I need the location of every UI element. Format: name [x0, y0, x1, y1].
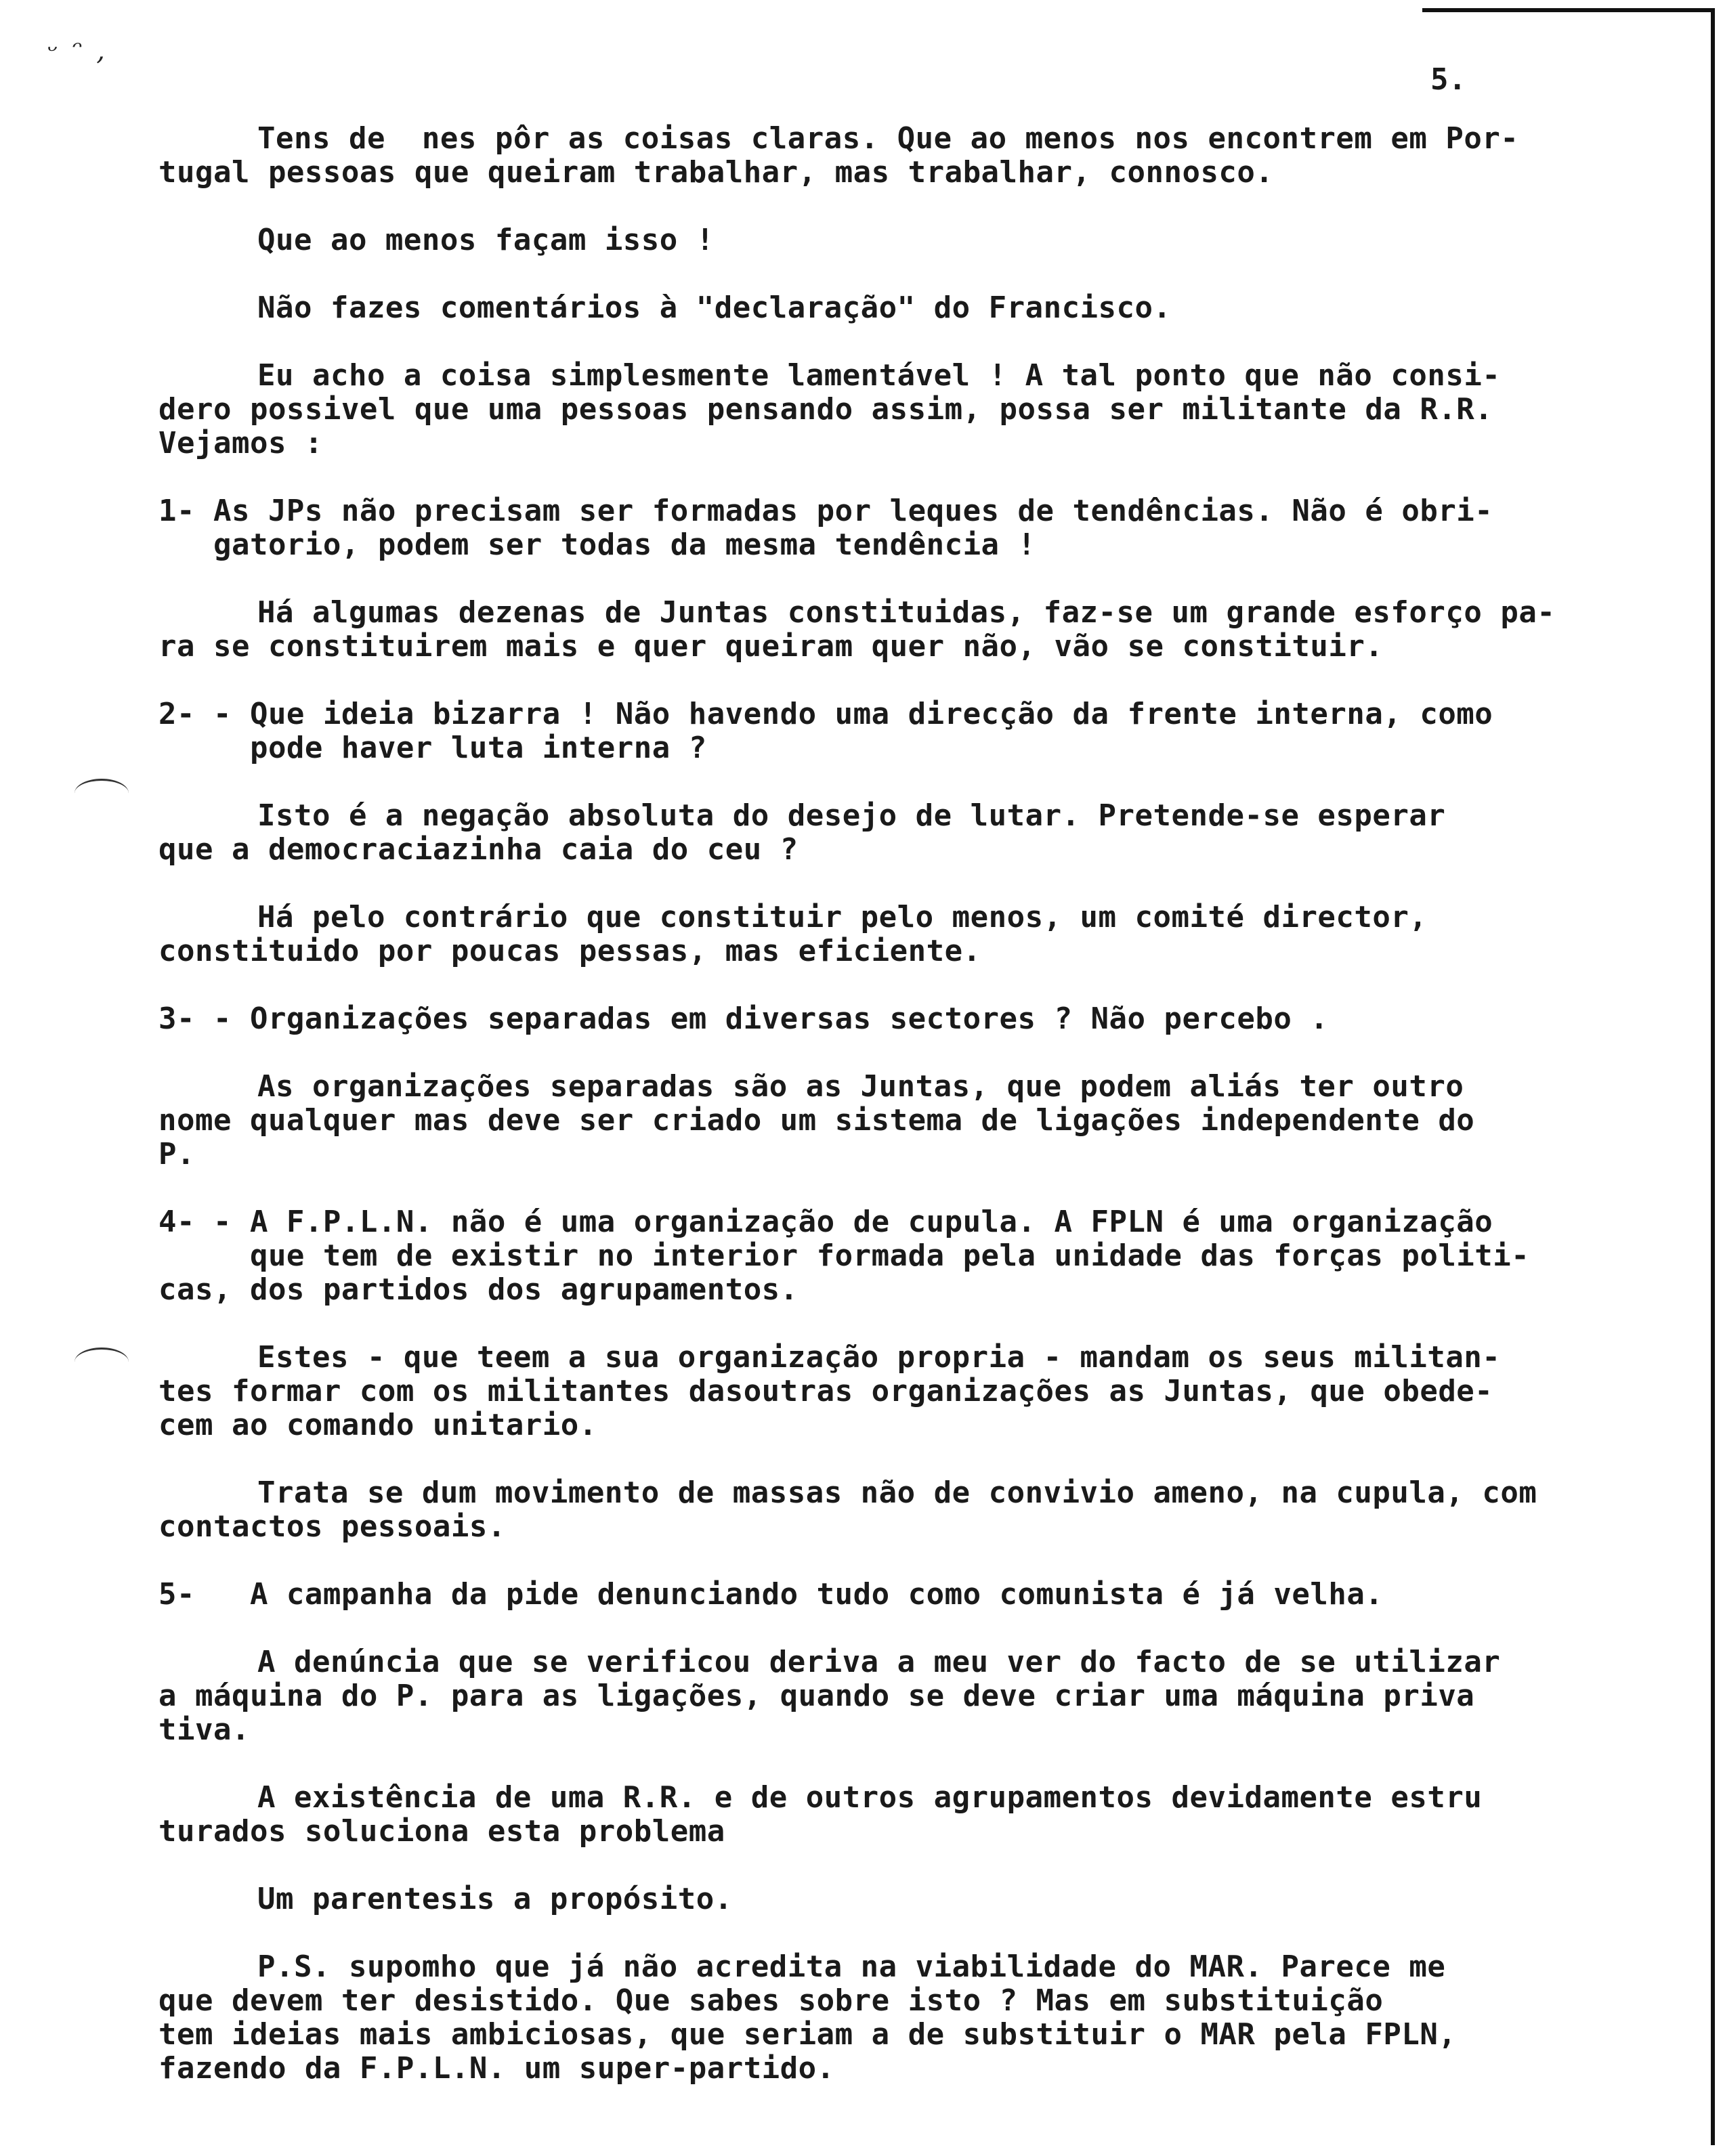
- paragraph: [158, 1476, 1682, 1544]
- punch-hole-mark: [75, 1348, 129, 1377]
- text-line: Vejamos :: [158, 426, 323, 460]
- paragraph: [158, 596, 1682, 664]
- page-edge-right: [1711, 12, 1715, 2145]
- text-line: Que ao menos façam isso !: [257, 223, 715, 257]
- text-line: P.S. supomho que já não acredita na viabilidade do MAR. Parece me: [257, 1949, 1446, 1984]
- text-line: Estes - que teem a sua organização propria - mandam os seus militan-: [257, 1340, 1501, 1375]
- text-line: que tem de existir no interior formada pela unidade das forças politi-: [158, 1238, 1530, 1273]
- text-line: dero possivel que uma pessoas pensando assim, possa ser militante da R.R.: [158, 392, 1493, 427]
- punch-hole-mark: [75, 779, 129, 808]
- text-line: Há algumas dezenas de Juntas constituidas, faz-se um grande esforço pa-: [257, 595, 1556, 630]
- text-line: turados soluciona esta problema: [158, 1814, 725, 1849]
- page-number: 5.: [1430, 62, 1466, 97]
- text-line: tes formar com os militantes dasoutras organizações as Juntas, que obede-: [158, 1374, 1493, 1408]
- text-line: As organizações separadas são as Juntas, que podem aliás ter outro: [257, 1069, 1464, 1104]
- text-line: a máquina do P. para as ligações, quando se deve criar uma máquina priva: [158, 1679, 1475, 1713]
- text-line: constituido por poucas pessas, mas eficiente.: [158, 934, 981, 968]
- corner-handwritten-mark: ᵕ ᵔ ,: [47, 35, 108, 66]
- text-line: nome qualquer mas deve ser criado um sistema de ligações independente do: [158, 1103, 1475, 1138]
- paragraph: [158, 901, 1682, 968]
- paragraph: [158, 1205, 1682, 1307]
- text-line: cas, dos partidos dos agrupamentos.: [158, 1272, 799, 1307]
- text-line: Há pelo contrário que constituir pelo menos, um comité director,: [257, 900, 1428, 934]
- text-line: Tens de nes pôr as coisas claras. Que ao menos nos encontrem em Por-: [257, 121, 1519, 156]
- paragraph: [158, 1341, 1682, 1442]
- text-line: cem ao comando unitario.: [158, 1408, 597, 1442]
- page-edge-top: [1422, 8, 1715, 12]
- text-line: 1- As JPs não precisam ser formadas por leques de tendências. Não é obri-: [158, 494, 1493, 528]
- text-line: fazendo da F.P.L.N. um super-partido.: [158, 2051, 835, 2086]
- paragraph: [158, 223, 1682, 257]
- text-line: Trata se dum movimento de massas não de convivio ameno, na cupula, com: [257, 1475, 1537, 1510]
- paragraph: [158, 1002, 1682, 1036]
- text-line: 4- - A F.P.L.N. não é uma organização de cupula. A FPLN é uma organização: [158, 1205, 1493, 1239]
- text-line: P.: [158, 1137, 195, 1171]
- text-line: tiva.: [158, 1712, 250, 1747]
- paragraph: [158, 799, 1682, 867]
- paragraph: [158, 697, 1682, 765]
- letter-body: [158, 122, 1682, 2119]
- text-line: Um parentesis a propósito.: [257, 1882, 733, 1916]
- paragraph: [158, 1781, 1682, 1849]
- text-line: ra se constituirem mais e quer queiram quer não, vão se constituir.: [158, 629, 1384, 664]
- text-line: tem ideias mais ambiciosas, que seriam a de substituir o MAR pela FPLN,: [158, 2017, 1457, 2052]
- paragraph: [158, 291, 1682, 325]
- text-line: 2- - Que ideia bizarra ! Não havendo uma direcção da frente interna, como: [158, 697, 1493, 731]
- text-line: 3- - Organizações separadas em diversas sectores ? Não percebo .: [158, 1001, 1329, 1036]
- text-line: gatorio, podem ser todas da mesma tendência !: [158, 527, 1036, 562]
- paragraph: [158, 1950, 1682, 2086]
- paragraph: [158, 1070, 1682, 1171]
- text-line: contactos pessoais.: [158, 1509, 506, 1544]
- paragraph: [158, 1882, 1682, 1916]
- paragraph: [158, 1578, 1682, 1612]
- paragraph: [158, 359, 1682, 460]
- text-line: que devem ter desistido. Que sabes sobre isto ? Mas em substituição: [158, 1983, 1384, 2018]
- paragraph: [158, 494, 1682, 562]
- text-line: tugal pessoas que queiram trabalhar, mas trabalhar, connosco.: [158, 155, 1274, 190]
- text-line: A denúncia que se verificou deriva a meu ver do facto de se utilizar: [257, 1645, 1501, 1679]
- text-line: que a democraciazinha caia do ceu ?: [158, 832, 799, 867]
- text-line: Não fazes comentários à "declaração" do Francisco.: [257, 290, 1172, 325]
- text-line: 5- A campanha da pide denunciando tudo como comunista é já velha.: [158, 1577, 1384, 1612]
- paragraph: [158, 1645, 1682, 1747]
- text-line: Isto é a negação absoluta do desejo de lutar. Pretende-se esperar: [257, 798, 1446, 833]
- text-line: pode haver luta interna ?: [158, 731, 707, 765]
- text-line: Eu acho a coisa simplesmente lamentável ! A tal ponto que não consi-: [257, 358, 1501, 393]
- text-line: A existência de uma R.R. e de outros agrupamentos devidamente estru: [257, 1780, 1483, 1815]
- paragraph: [158, 122, 1682, 190]
